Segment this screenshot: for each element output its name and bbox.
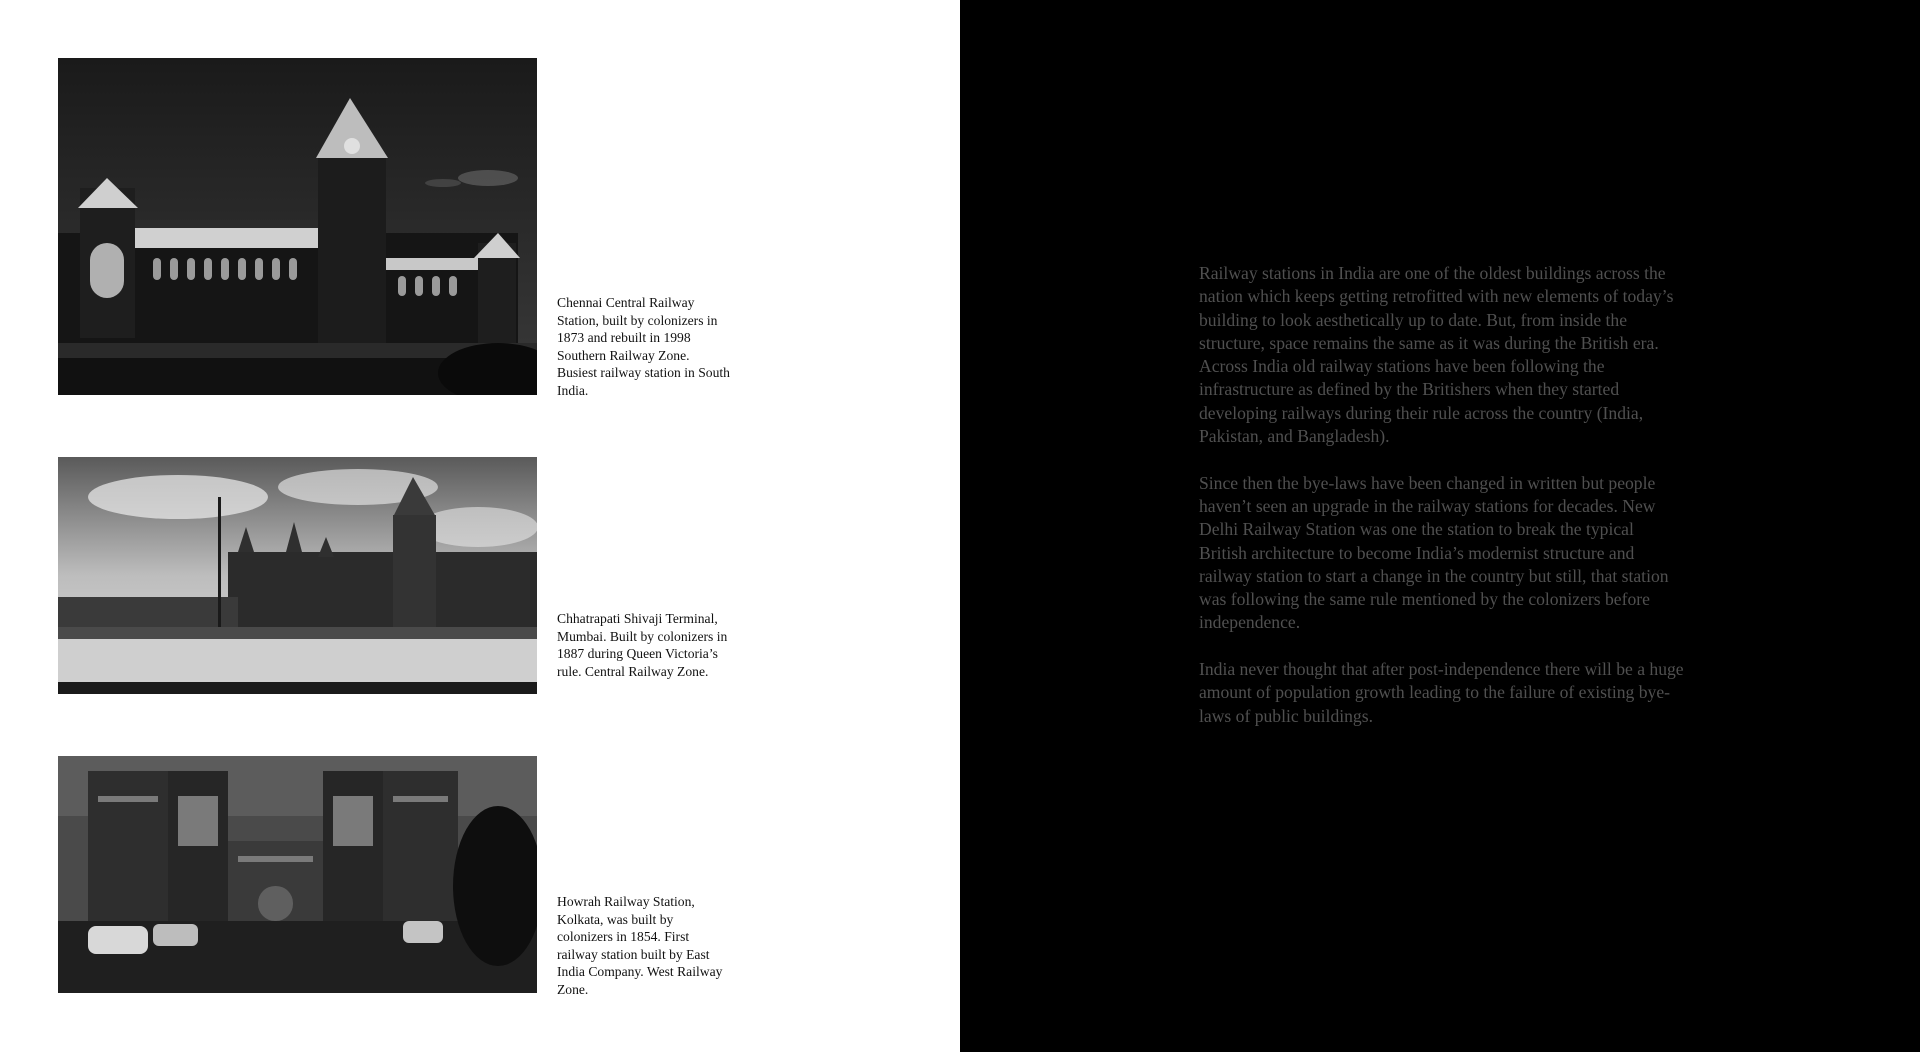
chennai-central-caption: Chennai Central Railway Station, built by colonizers in 1873 and rebuilt in 1998 Southern Railway Zone. Busiest railway station in South India. [557, 295, 730, 398]
essay-text [1199, 262, 1684, 751]
chhatrapati-shivaji-terminal-photo [58, 457, 537, 694]
howrah-caption: Howrah Railway Station, Kolkata, was built by colonizers in 1854. First railway station built by East India Company. West Railway Zone. [557, 894, 723, 997]
essay-paragraph-3: India never thought that after post-independence there will be a huge amount of population growth leading to the failure of existing bye-laws of public buildings. [1199, 659, 1684, 726]
essay-paragraph-1: Railway stations in India are one of the oldest buildings across the nation which keeps getting retrofitted with new elements of today’s building to look aesthetically up to date. But, from inside the structure, space remains the same as it was during the British era. Across India old railway stations have been following the infrastructure as defined by the Britishers when they started developing railways during their rule across the country (India, Pakistan, and Bangladesh). [1199, 263, 1674, 447]
howrah-railway-station-photo [58, 756, 537, 993]
chhatrapati-shivaji-caption: Chhatrapati Shivaji Terminal, Mumbai. Built by colonizers in 1887 during Queen Victoria’s rule. Central Railway Zone. [557, 611, 728, 679]
essay-paragraph-2: Since then the bye-laws have been changed in written but people haven’t seen an upgrade in the railway stations for decades. New Delhi Railway Station was one the station to break the typical British architecture to become India’s modernist structure and railway station to start a change in the country but still, that station was following the same rule mentioned by the colonizers before independence. [1199, 472, 1669, 633]
chennai-central-photo [58, 58, 537, 395]
